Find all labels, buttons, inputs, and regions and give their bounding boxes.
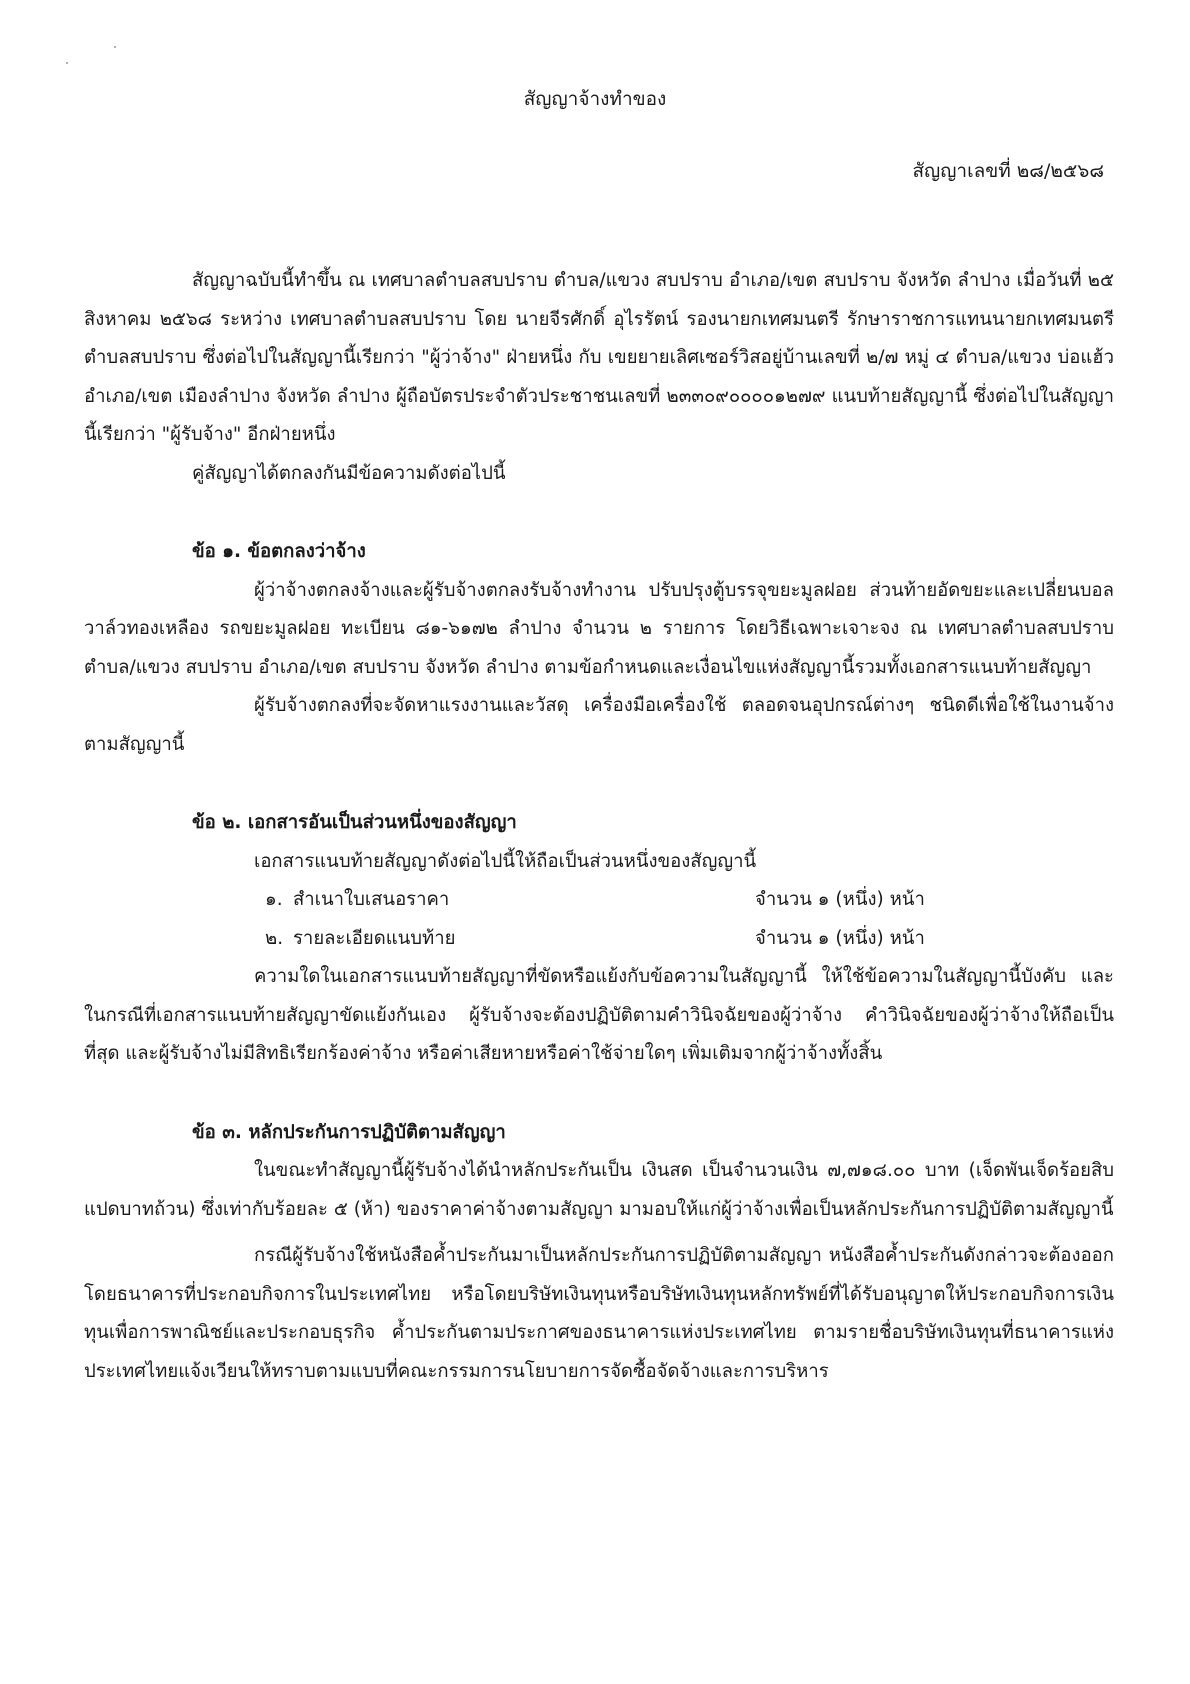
- attachment-quantity: จำนวน ๑ (หนึ่ง) หน้า: [755, 889, 925, 910]
- attachment-item: [84, 920, 1114, 959]
- clause-1-heading: ข้อ ๑. ข้อตกลงว่าจ้าง: [192, 541, 366, 562]
- clause-2-lead: เอกสารแนบท้ายสัญญาดังต่อไปนี้ให้ถือเป็นส่วนหนึ่งของสัญญานี้: [254, 850, 757, 872]
- intro-paragraph: สัญญาฉบับนี้ทำขึ้น ณ เทศบาลตำบลสบปราบ ตำบล/แขวง สบปราบ อำเภอ/เขต สบปราบ จังหวัด ลำปาง เมื่อวันที่ ๒๕ สิงหาคม ๒๕๖๘ ระหว่าง เทศบาลตำบลสบปราบ โดย นายจีรศักดิ์ อุไรรัตน์ รองนายกเทศมนตรี รักษาราชการแทนนายกเทศมนตรีตำบลสบปราบ ซึ่งต่อไปในสัญญานี้เรียกว่า "ผู้ว่าจ้าง" ฝ่ายหนึ่ง กับ เขยยายเลิศเซอร์วิสอยู่บ้านเลขที่ ๒/๗ หมู่ ๔ ตำบล/แขวง บ่อแฮ้ว อำเภอ/เขต เมืองลำปาง จังหวัด ลำปาง ผู้ถือบัตรประจำตัวประชาชนเลขที่ ๒๓๓๐๙๐๐๐๐๑๒๗๙ แนบท้ายสัญญานี้ ซึ่งต่อไปในสัญญานี้เรียกว่า "ผู้รับจ้าง" อีกฝ่ายหนึ่ง: [84, 270, 1114, 445]
- attachment-name: สำเนาใบเสนอราคา: [293, 889, 450, 910]
- scan-speck: [114, 46, 116, 48]
- scan-speck: [66, 62, 68, 64]
- attachment-number: ๑.: [265, 889, 283, 910]
- clause-2-paragraph: ความใดในเอกสารแนบท้ายสัญญาที่ขัดหรือแย้งกับข้อความในสัญญานี้ ให้ใช้ข้อความในสัญญานี้บังคับ และในกรณีที่เอกสารแนบท้ายสัญญาขัดแย้งกันเอง ผู้รับจ้างจะต้องปฏิบัติตามคำวินิจฉัยของผู้ว่าจ้าง คำวินิจฉัยของผู้ว่าจ้างให้ถือเป็นที่สุด และผู้รับจ้างไม่มีสิทธิเรียกร้องค่าจ้าง หรือค่าเสียหายหรือค่าใช้จ่ายใดๆ เพิ่มเติมจากผู้ว่าจ้างทั้งสิ้น: [84, 966, 1114, 1064]
- clause-3-paragraph: กรณีผู้รับจ้างใช้หนังสือค้ำประกันมาเป็นหลักประกันการปฏิบัติตามสัญญา หนังสือค้ำประกันดังกล่าวจะต้องออกโดยธนาคารที่ประกอบกิจการในประเทศไทย หรือโดยบริษัทเงินทุนหรือบริษัทเงินทุนหลักทรัพย์ที่ได้รับอนุญาตให้ประกอบกิจการเงินทุนเพื่อการพาณิชย์และประกอบธุรกิจ ค้ำประกันตามประกาศของธนาคารแห่งประเทศไทย ตามรายชื่อบริษัทเงินทุนที่ธนาคารแห่งประเทศไทยแจ้งเวียนให้ทราบตามแบบที่คณะกรรมการนโยบายการจัดซื้อจัดจ้างและการบริหาร: [84, 1245, 1114, 1382]
- clause-3-paragraph: ในขณะทำสัญญานี้ผู้รับจ้างได้นำหลักประกันเป็น เงินสด เป็นจำนวนเงิน ๗,๗๑๘.๐๐ บาท (เจ็ดพันเจ็ดร้อยสิบแปดบาทถ้วน) ซึ่งเท่ากับร้อยละ ๕ (ห้า) ของราคาค่าจ้างตามสัญญา มามอบให้แก่ผู้ว่าจ้างเพื่อเป็นหลักประกันการปฏิบัติตามสัญญานี้: [84, 1160, 1114, 1220]
- document-body: [84, 262, 1114, 1391]
- clause-1-paragraph: ผู้ว่าจ้างตกลงจ้างและผู้รับจ้างตกลงรับจ้างทำงาน ปรับปรุงตู้บรรจุขยะมูลฝอย ส่วนท้ายอัดขยะและเปลี่ยนบอลวาล์วทองเหลือง รถขยะมูลฝอย ทะเบียน ๘๑-๖๑๗๒ ลำปาง จำนวน ๒ รายการ โดยวิธีเฉพาะเจาะจง ณ เทศบาลตำบลสบปราบ ตำบล/แขวง สบปราบ อำเภอ/เขต สบปราบ จังหวัด ลำปาง ตามข้อกำหนดและเงื่อนไขแห่งสัญญานี้รวมทั้งเอกสารแนบท้ายสัญญา: [84, 579, 1114, 678]
- clause-2-heading: ข้อ ๒. เอกสารอันเป็นส่วนหนึ่งของสัญญา: [192, 812, 517, 833]
- document-title: สัญญาจ้างทำของ: [523, 88, 667, 110]
- clause-1-paragraph: ผู้รับจ้างตกลงที่จะจัดหาแรงงานและวัสดุ เครื่องมือเครื่องใช้ ตลอดจนอุปกรณ์ต่างๆ ชนิดดีเพื่อใช้ในงานจ้างตามสัญญานี้: [84, 695, 1114, 755]
- attachment-name: รายละเอียดแนบท้าย: [293, 927, 456, 949]
- agreement-line: คู่สัญญาได้ตกลงกันมีข้อความดังต่อไปนี้: [192, 462, 506, 484]
- clause-3-heading: ข้อ ๓. หลักประกันการปฏิบัติตามสัญญา: [192, 1121, 506, 1143]
- attachment-quantity: จำนวน ๑ (หนึ่ง) หน้า: [755, 927, 925, 949]
- contract-number: สัญญาเลขที่ ๒๘/๒๕๖๘: [912, 160, 1104, 182]
- attachment-number: ๒.: [265, 927, 284, 949]
- attachment-item: [84, 881, 1114, 920]
